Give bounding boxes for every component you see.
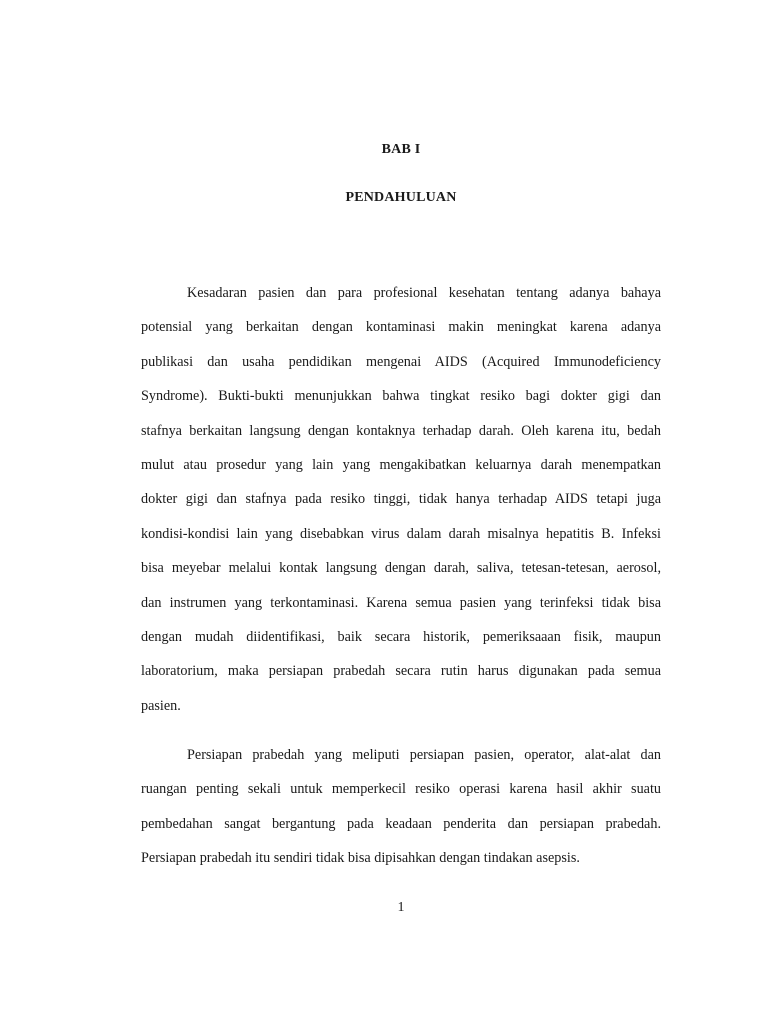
paragraph-line: dokter gigi dan stafnya pada resiko tinggi, tidak hanya terhadap AIDS tetapi juga <box>141 491 661 508</box>
paragraph-line: mulut atau prosedur yang lain yang mengakibatkan keluarnya darah menempatkan <box>141 456 661 473</box>
paragraph-line: Persiapan prabedah itu sendiri tidak bisa dipisahkan dengan tindakan asepsis. <box>141 850 580 867</box>
paragraph-line: dengan mudah diidentifikasi, baik secara historik, pemeriksaaan fisik, maupun <box>141 628 661 645</box>
paragraph-line: bisa meyebar melalui kontak langsung dengan darah, saliva, tetesan-tetesan, aerosol, <box>141 560 661 577</box>
chapter-number: BAB I <box>381 142 421 157</box>
paragraph-line: laboratorium, maka persiapan prabedah secara rutin harus digunakan pada semua <box>141 663 661 680</box>
paragraph-line: potensial yang berkaitan dengan kontaminasi makin meningkat karena adanya <box>141 319 661 336</box>
page-number: 1 <box>397 900 405 915</box>
paragraph-line: stafnya berkaitan langsung dengan kontaknya terhadap darah. Oleh karena itu, bedah <box>141 422 661 439</box>
paragraph-line: Kesadaran pasien dan para profesional kesehatan tentang adanya bahaya <box>187 285 661 301</box>
paragraph-1 <box>141 276 661 723</box>
paragraph-line: publikasi dan usaha pendidikan mengenai AIDS (Acquired Immunodeficiency <box>141 353 661 370</box>
paragraph-line: pembedahan sangat bergantung pada keadaan penderita dan persiapan prabedah. <box>141 815 661 832</box>
paragraph-line: dan instrumen yang terkontaminasi. Karena semua pasien yang terinfeksi tidak bisa <box>141 594 661 611</box>
paragraph-line: pasien. <box>141 697 181 714</box>
paragraph-line: Syndrome). Bukti-bukti menunjukkan bahwa tingkat resiko bagi dokter gigi dan <box>141 388 661 405</box>
paragraph-line: ruangan penting sekali untuk memperkecil resiko operasi karena hasil akhir suatu <box>141 781 661 798</box>
paragraph-line: kondisi-kondisi lain yang disebabkan virus dalam darah misalnya hepatitis B. Infeksi <box>141 525 661 542</box>
chapter-title: PENDAHULUAN <box>345 190 457 205</box>
paragraph-2 <box>141 738 661 876</box>
paragraph-line: Persiapan prabedah yang meliputi persiapan pasien, operator, alat-alat dan <box>187 747 661 763</box>
